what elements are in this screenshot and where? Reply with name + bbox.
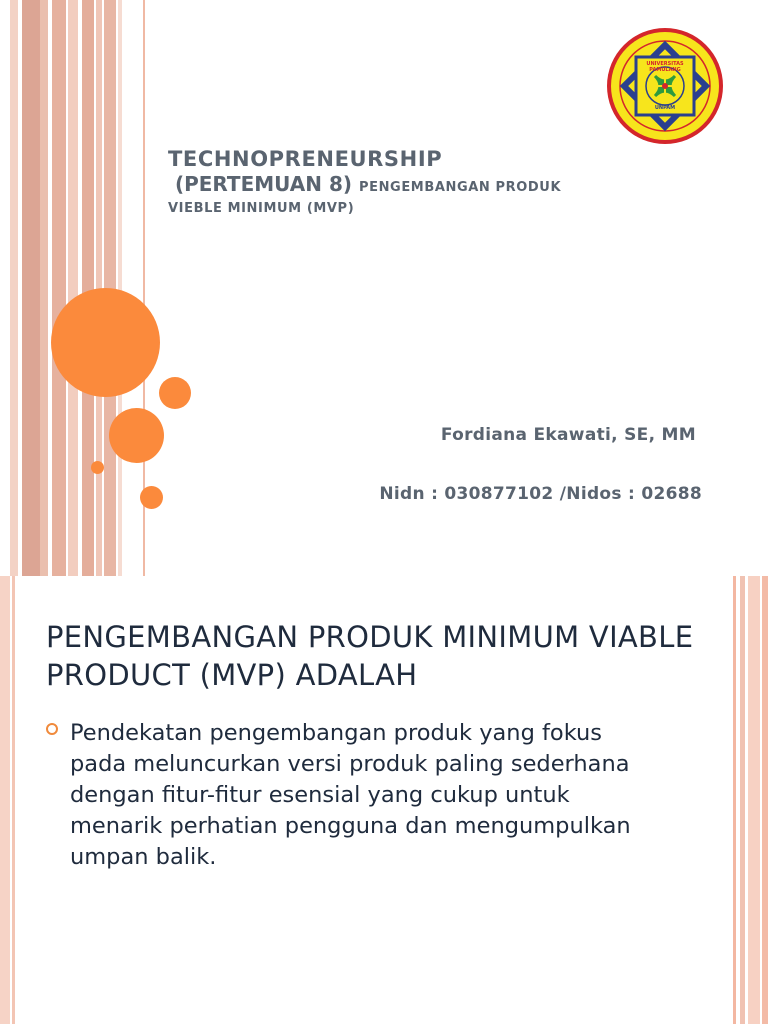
decorative-stripe: [733, 576, 736, 1024]
content-title: PENGEMBANGAN PRODUK MINIMUM VIABLE PRODUCT (MVP) ADALAH: [46, 620, 694, 692]
title-main: TECHNOPRENEURSHIP: [168, 147, 443, 171]
logo-text-bottom: UNPAM: [654, 105, 676, 111]
bullet-text: Pendekatan pengembangan produk yang fokus pada meluncurkan versi produk paling sederhana dengan fitur-fitur esensial yang cukup untuk menarik perhatian pengguna dan mengumpulkan umpan balik.: [70, 720, 631, 870]
bullet-ring-icon: [46, 723, 58, 735]
author-id: Nidn : 030877102 /Nidos : 02688: [379, 484, 702, 504]
decorative-circle-large: [51, 288, 160, 397]
decorative-circle-small: [91, 461, 104, 474]
content-slide: [0, 576, 768, 1024]
title-subtitle: PENGEMBANGAN PRODUK: [358, 180, 562, 195]
decorative-stripe: [40, 0, 48, 576]
decorative-stripe: [762, 576, 768, 1024]
decorative-stripe: [748, 576, 760, 1024]
title-session: (PERTEMUAN 8): [174, 172, 352, 196]
decorative-stripe: [52, 0, 66, 576]
decorative-stripe: [82, 0, 94, 576]
decorative-circle: [140, 486, 163, 509]
logo-text-top: UNIVERSITAS PAMULANG: [646, 61, 684, 73]
title-line-2: [168, 172, 638, 200]
decorative-stripe: [12, 576, 15, 1024]
decorative-stripe: [118, 0, 122, 576]
decorative-stripe: [10, 0, 18, 576]
decorative-circle: [159, 377, 191, 409]
list-item: [46, 718, 656, 873]
decorative-stripe: [68, 0, 78, 576]
decorative-stripe: [0, 576, 10, 1024]
decorative-stripe: [740, 576, 745, 1024]
university-logo: [606, 27, 724, 145]
decorative-circle: [109, 408, 164, 463]
slide-title: [168, 146, 638, 218]
author-name: Fordiana Ekawati, SE, MM: [440, 425, 696, 445]
title-subtitle-cont: VIEBLE MINIMUM (MVP): [168, 201, 355, 216]
decorative-stripe: [22, 0, 40, 576]
